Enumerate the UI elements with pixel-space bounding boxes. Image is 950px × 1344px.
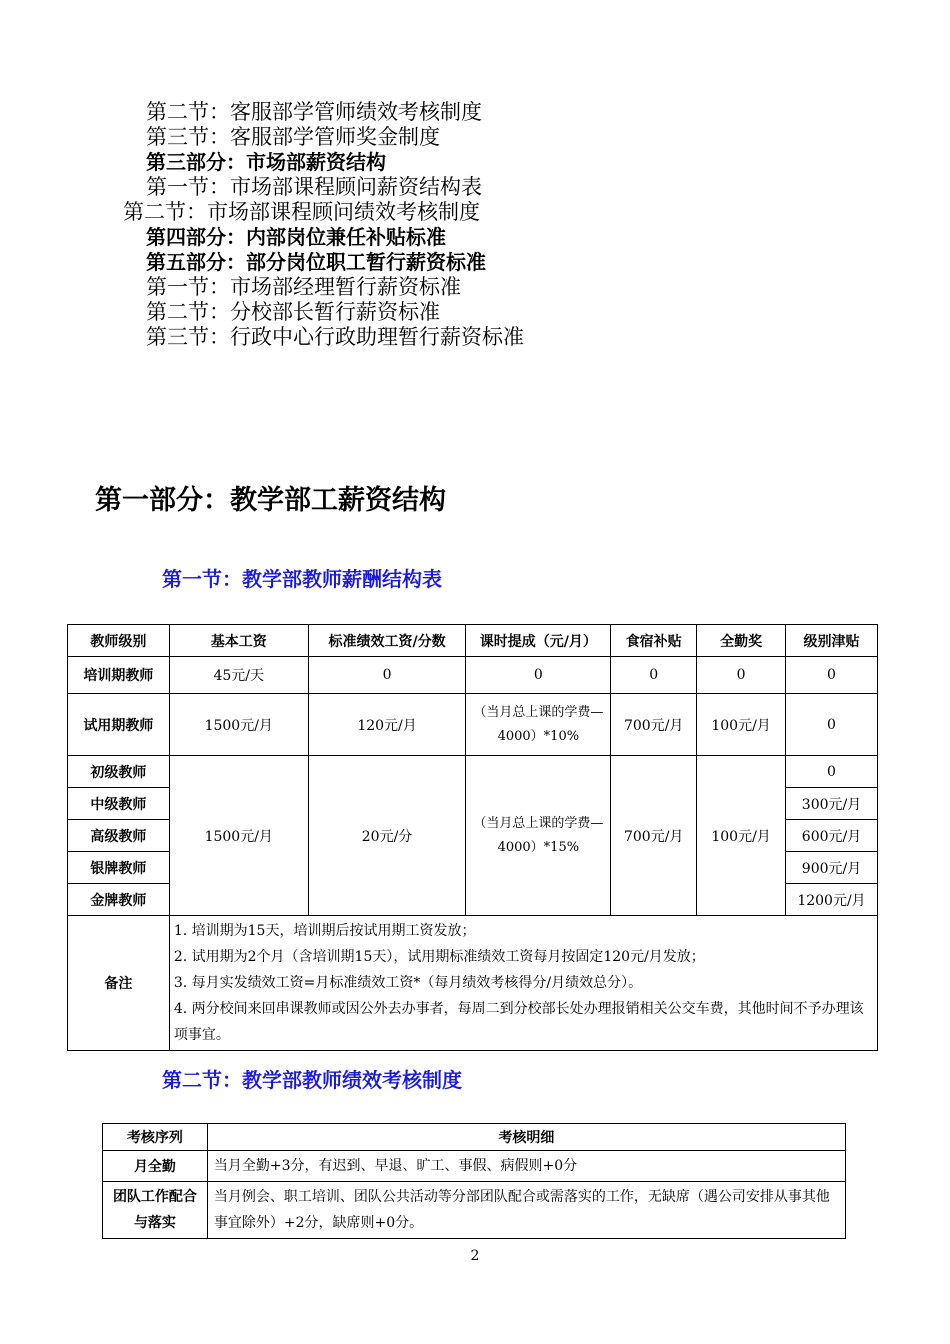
allowance-cell: 900元/月 <box>786 852 878 884</box>
perf-cell: 20元/分 <box>308 756 466 916</box>
level-cell: 中级教师 <box>68 788 170 820</box>
toc-line: 第二节：客服部学管师绩效考核制度 <box>146 100 482 124</box>
part-title: 第一部分：教学部工薪资结构 <box>95 485 446 516</box>
table-row <box>68 657 878 694</box>
header-cell: 课时提成（元/月） <box>466 625 611 657</box>
commission-cell: （当月总上课的学费—4000）*10% <box>466 694 611 756</box>
toc-line: 第一节：市场部课程顾问薪资结构表 <box>146 175 482 199</box>
meal-cell: 700元/月 <box>611 756 697 916</box>
assessment-table <box>102 1123 846 1239</box>
attendance-cell: 0 <box>697 657 786 694</box>
item-cell: 团队工作配合与落实 <box>103 1182 208 1239</box>
header-cell: 级别津贴 <box>786 625 878 657</box>
header-cell: 基本工资 <box>169 625 308 657</box>
toc-line: 第三部分：市场部薪资结构 <box>146 150 386 174</box>
section-title: 第一节：教学部教师薪酬结构表 <box>162 567 442 591</box>
allowance-cell: 0 <box>786 756 878 788</box>
toc-line: 第二节：分校部长暂行薪资标准 <box>146 300 440 324</box>
toc-line: 第三节：客服部学管师奖金制度 <box>146 125 440 149</box>
notes-cell <box>169 916 877 1051</box>
notes-label: 备注 <box>68 916 170 1051</box>
level-cell: 高级教师 <box>68 820 170 852</box>
header-cell: 食宿补贴 <box>611 625 697 657</box>
allowance-cell: 600元/月 <box>786 820 878 852</box>
level-cell: 银牌教师 <box>68 852 170 884</box>
level-cell: 试用期教师 <box>68 694 170 756</box>
header-cell: 考核序列 <box>103 1124 208 1151</box>
meal-cell: 0 <box>611 657 697 694</box>
note-line: 4. 两分校间来回串课教师或因公外去办事者，每周二到分校部长处办理报销相关公交车费，其他时间不予办理该项事宜。 <box>173 1001 864 1043</box>
level-cell: 初级教师 <box>68 756 170 788</box>
note-line: 3. 每月实发绩效工资=月标准绩效工资*（每月绩效考核得分/月绩效总分）。 <box>173 975 643 991</box>
commission-cell: 0 <box>466 657 611 694</box>
base-cell: 45元/天 <box>169 657 308 694</box>
toc-line: 第四部分：内部岗位兼任补贴标准 <box>146 225 446 249</box>
perf-cell: 0 <box>308 657 466 694</box>
notes-row <box>68 916 878 1051</box>
page-number: 2 <box>470 1248 480 1264</box>
perf-cell: 120元/月 <box>308 694 466 756</box>
note-line: 2. 试用期为2个月（含培训期15天），试用期标准绩效工资每月按固定120元/月发放； <box>173 949 705 965</box>
allowance-cell: 0 <box>786 694 878 756</box>
table-row <box>103 1151 846 1182</box>
section-title: 第二节：教学部教师绩效考核制度 <box>162 1068 462 1092</box>
toc-line: 第五部分：部分岗位职工暂行薪资标准 <box>146 250 486 274</box>
header-cell: 全勤奖 <box>697 625 786 657</box>
toc-line: 第三节：行政中心行政助理暂行薪资标准 <box>146 325 524 349</box>
table-row <box>103 1182 846 1239</box>
table-row <box>68 694 878 756</box>
note-line: 1. 培训期为15天，培训期后按试用期工资发放； <box>173 923 476 939</box>
allowance-cell: 1200元/月 <box>786 884 878 916</box>
header-cell: 考核明细 <box>207 1124 845 1151</box>
level-cell: 金牌教师 <box>68 884 170 916</box>
salary-table <box>67 624 878 1051</box>
allowance-cell: 300元/月 <box>786 788 878 820</box>
table-header-row <box>68 625 878 657</box>
detail-cell: 当月全勤+3分，有迟到、早退、旷工、事假、病假则+0分 <box>207 1151 845 1182</box>
toc-line: 第一节：市场部经理暂行薪资标准 <box>146 275 461 299</box>
header-cell: 教师级别 <box>68 625 170 657</box>
meal-cell: 700元/月 <box>611 694 697 756</box>
detail-cell: 当月例会、职工培训、团队公共活动等分部团队配合或需落实的工作，无缺席（遇公司安排从事其他事宜除外）+2分，缺席则+0分。 <box>207 1182 845 1239</box>
level-cell: 培训期教师 <box>68 657 170 694</box>
header-cell: 标准绩效工资/分数 <box>308 625 466 657</box>
commission-cell: （当月总上课的学费—4000）*15% <box>466 756 611 916</box>
attendance-cell: 100元/月 <box>697 694 786 756</box>
table-header-row <box>103 1124 846 1151</box>
allowance-cell: 0 <box>786 657 878 694</box>
attendance-cell: 100元/月 <box>697 756 786 916</box>
base-cell: 1500元/月 <box>169 694 308 756</box>
table-row <box>68 756 878 788</box>
toc-line: 第二节：市场部课程顾问绩效考核制度 <box>123 200 480 224</box>
base-cell: 1500元/月 <box>169 756 308 916</box>
item-cell: 月全勤 <box>103 1151 208 1182</box>
